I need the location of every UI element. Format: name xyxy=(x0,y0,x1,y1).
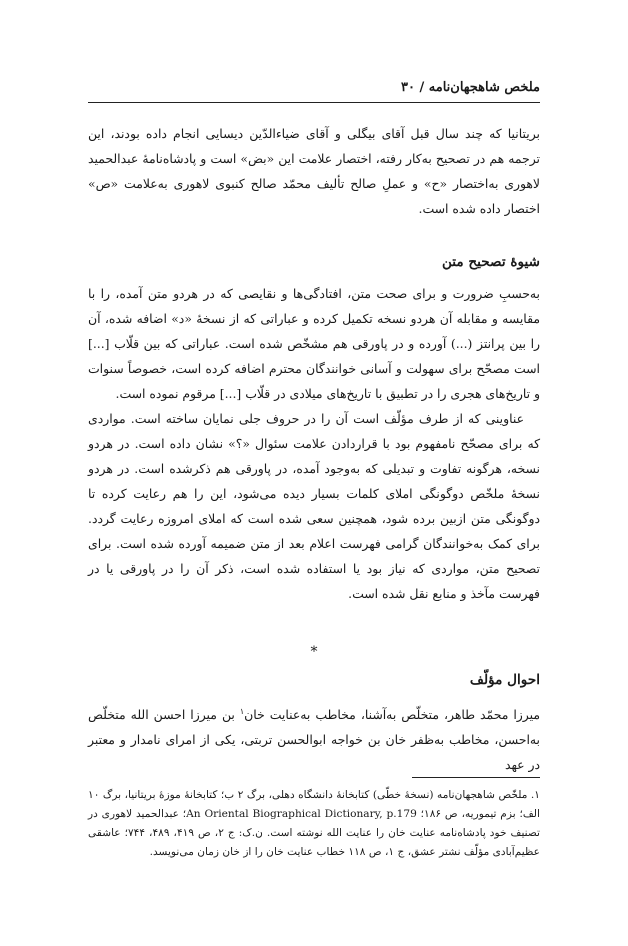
author-paragraph xyxy=(88,699,540,777)
author-heading: احوال مؤلّف xyxy=(469,672,540,688)
header-rule xyxy=(88,102,540,103)
method-heading: شیوهٔ تصحیح متن xyxy=(441,254,540,270)
running-head: ملخص شاهجهان‌نامه / ۳۰ xyxy=(401,80,540,95)
method-paragraph-2: عناوینی که از طرف مؤلّف است آن را در حروف جلی نمایان ساخته است. مواردی که برای مصحّح نامفهوم بود با قراردادن علامت سئوال «؟» نشان داده است. در هردو نسخه، هرگونه تفاوت و تبدیلی که به‌وجود آمده، در پاورقی هم ذکرشده است. در هردو نسخهٔ ملخّص دوگونگی املای کلمات بسیار دیده می‌شود، این را هم رعایت کرده تا دوگونگی متن ازبین برده شود، همچنین سعی شده است که املای امروزه رعایت گردد. برای کمک به‌خوانندگان گرامی فهرست اعلام بعد از متن ضمیمه آورده شده است. برای تصحیح متن، مواردی که نیاز بود یا استفاده شده است، ذکر آن را در پاورقی یا در فهرست مآخذ و منابع نقل شده است. xyxy=(88,411,540,601)
footnote-marker: ۱ xyxy=(239,707,245,716)
method-block xyxy=(88,281,540,606)
intro-block xyxy=(88,121,540,221)
footnote-rule xyxy=(412,777,540,778)
method-paragraph-1: به‌حسبِ ضرورت و برای صحت متن، افتادگی‌ها و نقایصی که در هردو متن آمده، را با مقایسه و مقابله آن هردو نسخه تکمیل کرده و عباراتی که از نسخهٔ «د» اضافه شده، آن را بین پرانتز (...) آورده و در پاورقی هم مشخّص شده است. عباراتی که بین قلّاب [...] است مصحّح برای سهولت و آسانی خوانندگان محترم اضافه کرده است، خصوصاً سنوات و تاریخ‌های هجری را در تطبیق با تاریخ‌های میلادی در قلّاب [...] مرقوم نموده است. xyxy=(88,286,540,401)
footnote: ۱. ملخّص شاهجهان‌نامه (نسخهٔ خطّی) کتابخانهٔ دانشگاه دهلی، برگ ۲ ب؛ کتابخانهٔ موزهٔ بریتانیا، برگ ۱۰ الف؛ بزم تیموریه، ص ۱۸۶؛ An Oriental Biographical Dictionary, p.179؛ عبدالحمید لاهوری در تصنیف خود پادشاه‌نامه عنایت خان را عنایت الله نوشته است. ن.ک: ج ۲، ص ۴۱۹، ۴۸۹، ۷۴۴؛ عاشقی عظیم‌آبادی مؤلّف نشتر عشق، ج ۱، ص ۱۱۸ خطاب عنایت خان را از خان زمان می‌نویسد. xyxy=(88,789,540,858)
author-block xyxy=(88,699,540,777)
author-text-part2: بن میرزا احسن الله متخلّص به‌احسن، مخاطب به‌ظفر خان بن خواجه ابوالحسن تربتی، یکی از امرای نامدار و معتبر در عهد xyxy=(88,707,540,773)
intro-paragraph: بریتانیا که چند سال قبل آقای بیگلی و آقای ضیاءالدّین دیسایی انجام داده بودند، این ترجمه هم در تصحیح به‌کار رفته، اختصار علامت این «بض» است و پادشاه‌نامهٔ عبدالحمید لاهوری به‌اختصار «ح» و عملِ صالح تألیف محمّد صالح کنبوی لاهوری به‌علامت «ص» اختصار داده شده است. xyxy=(88,126,540,216)
author-text-part1: میرزا محمّد طاهر، متخلّص به‌آشنا، مخاطب به‌عنایت خان xyxy=(244,707,540,723)
section-separator: * xyxy=(310,644,318,660)
